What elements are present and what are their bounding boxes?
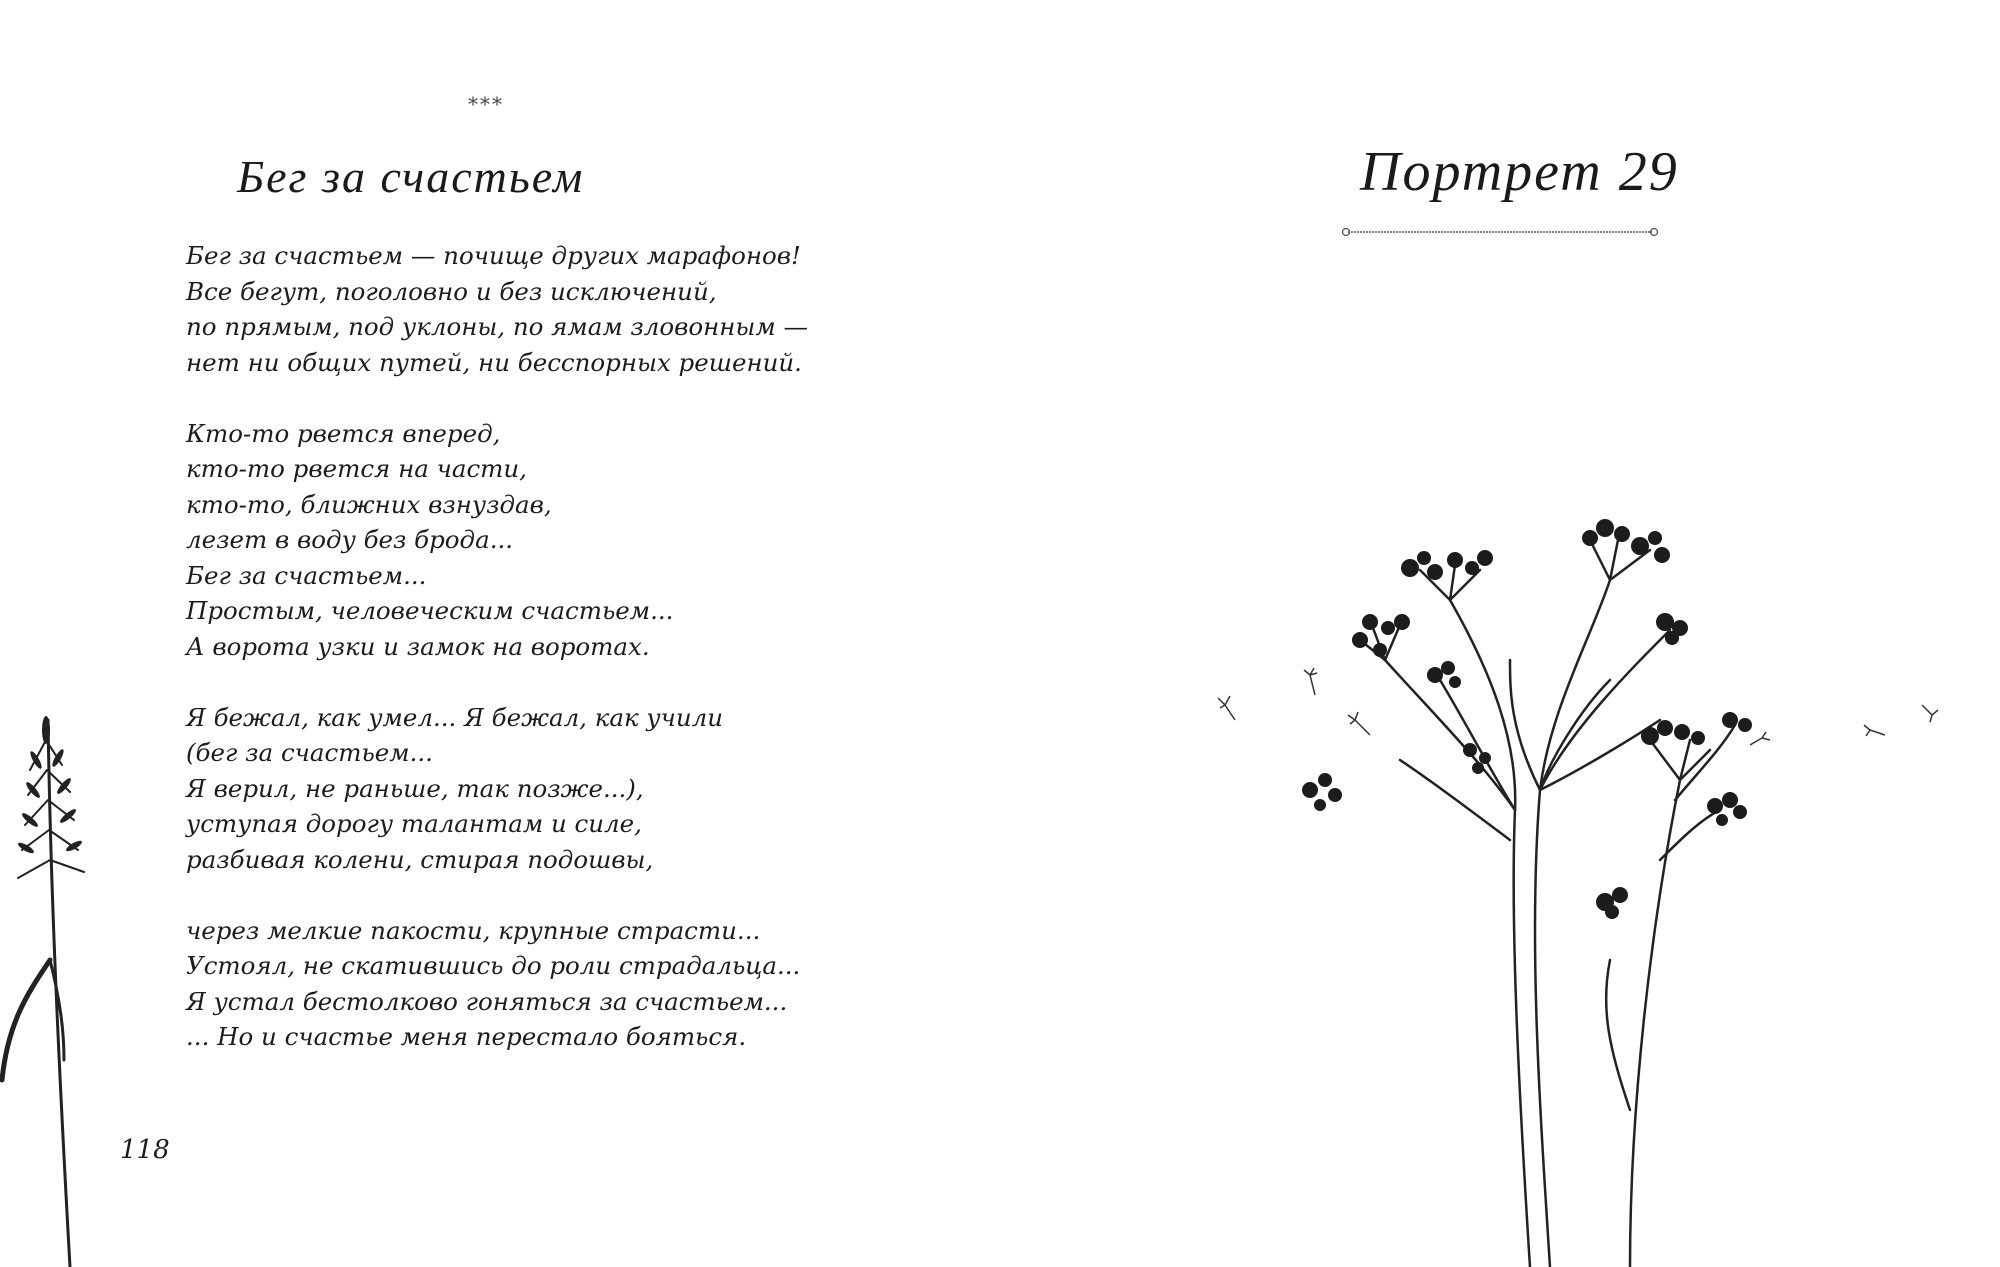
stanza-1 (186, 238, 826, 380)
poem-line: кто-то рвется на части, (186, 454, 527, 483)
poem-line: лезет в воду без брода... (186, 525, 514, 554)
poem-line: Простым, человеческим счастьем... (186, 596, 674, 625)
poem-line: по прямым, под уклоны, по ямам зловонным — (186, 312, 808, 341)
title-divider (1340, 225, 1660, 239)
poem-line: Кто-то рвется вперед, (186, 418, 501, 448)
poem-line: разбивая колени, стирая подошвы, (186, 844, 654, 874)
grass-silhouette (0, 700, 110, 1267)
page-number: 118 (120, 1135, 170, 1165)
poem-line: Я устал бестолково гоняться за счастьем... (186, 986, 788, 1016)
stanza-2 (186, 416, 826, 665)
poem-line: через мелкие пакости, крупные страсти... (186, 915, 761, 945)
poem-line: Бег за счастьем — почище других марафонов! (186, 241, 801, 270)
poem-line: Я верил, не раньше, так позже...), (186, 773, 644, 803)
poem-line: Бег за счастьем... (186, 560, 427, 590)
poem-line: уступая дорогу талантам и силе, (186, 809, 642, 838)
poem-body (186, 238, 826, 1055)
poem-line: нет ни общих путей, ни бесспорных решений. (186, 347, 802, 377)
poem-line: Я бежал, как умел... Я бежал, как учили (186, 702, 724, 732)
poem-line: (бег за счастьем... (186, 738, 433, 767)
poem-line: Все бегут, поголовно и без исключений, (186, 276, 717, 306)
stanza-3 (186, 700, 826, 878)
ornament-asterisks: *** (468, 92, 504, 116)
stanza-4 (186, 913, 826, 1055)
section-title: Портрет 29 (1360, 141, 1679, 203)
wildflowers-silhouette (1210, 510, 1970, 1267)
poem-line: Устоял, не скатившись до роли страдальца... (186, 951, 801, 980)
poem-line: А ворота узки и замок на воротах. (186, 631, 650, 661)
poem-title: Бег за счастьем (237, 151, 585, 202)
poem-line: кто-то, ближних взнуздав, (186, 489, 552, 519)
poem-line: ... Но и счастье меня перестало бояться. (186, 1022, 747, 1051)
